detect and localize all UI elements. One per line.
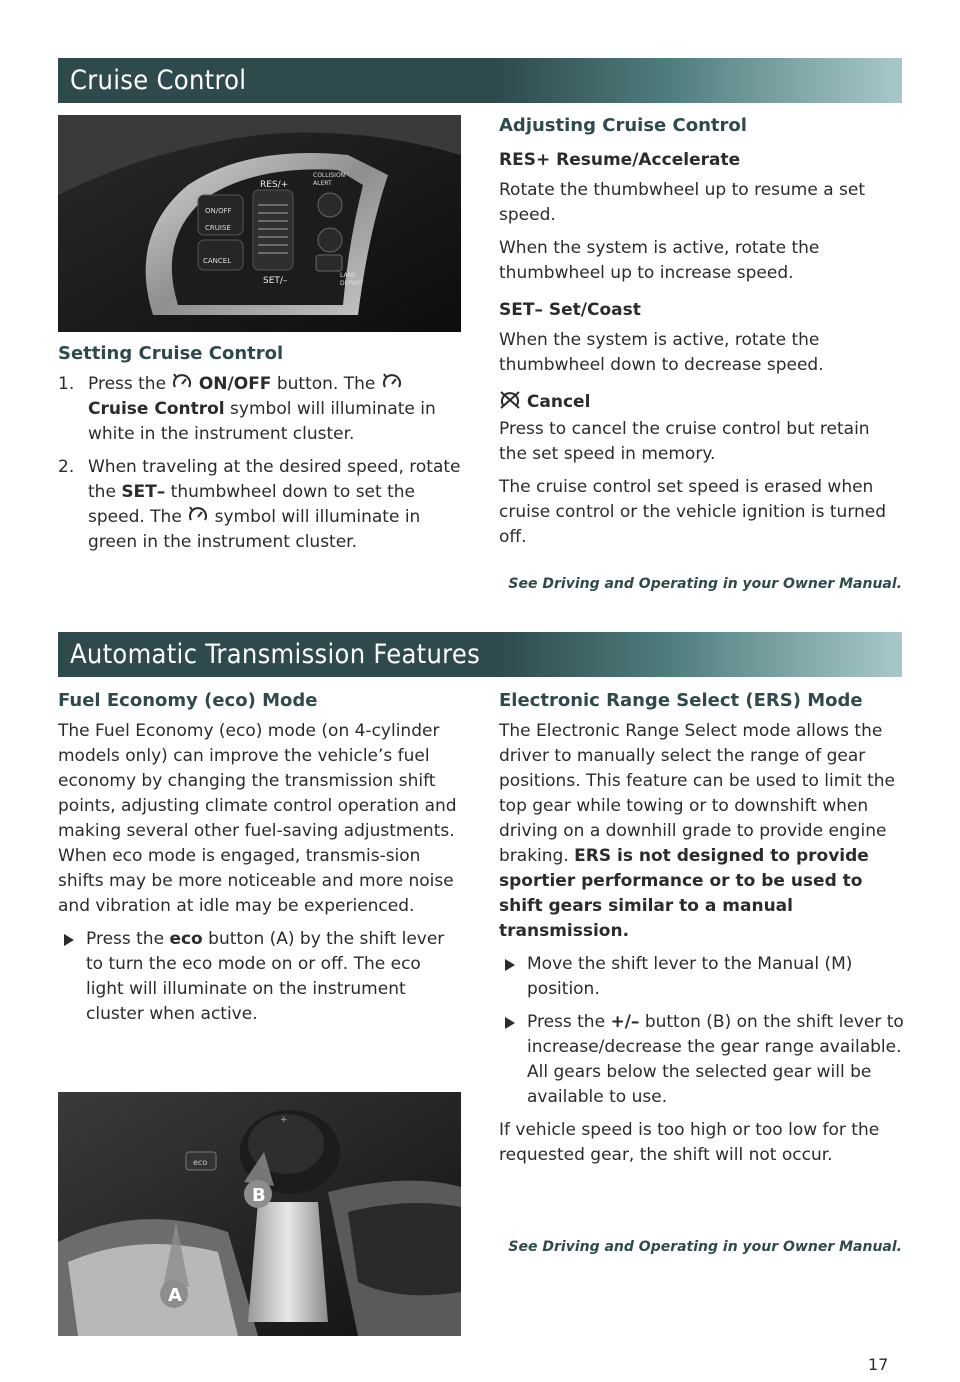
cruise-control-icon [381,372,403,392]
label-a: A [168,1285,182,1306]
shift-lever-photo [58,1092,461,1336]
ers-p1: The Electronic Range Select mode allows the driver to manually select the range of gear positions. This feature can be used to limit the top gear while towing or to downshift when driving on a downhill grade to provide engine braking. ERS is not designed to provide sportier performance or to be used to shift gears similar to a manual transmission. [499,721,895,941]
bullet-arrow-icon [505,959,515,971]
res-p1: Rotate the thumbwheel up to resume a set speed. [499,180,866,225]
eco-button-label: eco [193,1158,208,1167]
transmission-title: Automatic Transmission Features [70,639,481,670]
res-label: RES/+ [260,180,289,190]
cruise-control-icon [171,372,193,392]
adjusting-cruise-section [499,113,902,558]
ers-mode-section [499,688,909,1176]
eco-heading: Fuel Economy (eco) Mode [58,690,318,711]
set-p1: When the system is active, rotate the thumbwheel down to decrease speed. [499,330,824,375]
ers-p2: If vehicle speed is too high or too low for the requested gear, the shift will not occur. [499,1120,880,1165]
onoff-label: ON/OFF [205,207,232,215]
label-b: B [252,1185,266,1206]
cancel-icon [499,390,521,410]
eco-mode-section [58,688,461,1035]
svg-text:+: + [280,1115,288,1125]
setting-step-1: 1. Press the ON/OFF button. The Cruise Control symbol will illuminate in white in the instrument cluster. [58,374,436,444]
bullet-arrow-icon [64,934,74,946]
res-p2: When the system is active, rotate the thumbwheel up to increase speed. [499,238,820,283]
cruise-control-banner [58,58,902,103]
set-label: SET/– [263,276,288,286]
adjusting-cruise-heading: Adjusting Cruise Control [499,115,747,136]
cancel-title-row [499,390,902,415]
cancel-p1: Press to cancel the cruise control but retain the set speed in memory. [499,419,870,464]
res-title: RES+ Resume/Accelerate [499,150,741,170]
cruise-label: CRUISE [205,224,231,232]
setting-step-2: 2. When traveling at the desired speed, rotate the SET– thumbwheel down to set the speed. The symbol will illuminate in green in the instrument cluster. [58,457,461,552]
steering-wheel-illustration [58,115,461,332]
collision-label-2: ALERT [313,180,332,187]
lane-label-1: LANE [340,272,356,279]
ers-bullet-1: Move the shift lever to the Manual (M) position. [499,952,909,1002]
setting-cruise-heading: Setting Cruise Control [58,343,284,364]
ers-heading: Electronic Range Select (ERS) Mode [499,690,863,711]
page-number: 17 [868,1355,889,1374]
lane-label-2: DEPART [340,280,364,287]
setting-cruise-section [58,341,461,563]
steering-wheel-controls-photo [58,115,461,332]
set-title: SET– Set/Coast [499,300,641,320]
cancel-p2: The cruise control set speed is erased when cruise control or the vehicle ignition is turned off. [499,477,887,547]
cancel-label: CANCEL [203,257,232,265]
bullet-arrow-icon [505,1017,515,1029]
transmission-banner [58,632,902,677]
setting-steps [58,372,461,555]
collision-label-1: COLLISION [313,172,346,179]
eco-p1: The Fuel Economy (eco) mode (on 4-cylinder models only) can improve the vehicle’s fuel economy by changing the transmission shift points, adjusting climate control operation and making several other fuel-saving adjustments. When eco mode is engaged, transmis-sion shifts may be more noticeable and more noise and vibration at idle may be experienced. [58,721,457,916]
transmission-see-manual: See Driving and Operating in your Owner Manual. [508,1239,902,1255]
eco-bullet: Press the eco button (A) by the shift lever to turn the eco mode on or off. The eco light will illuminate on the instrument cluster when active. [58,927,461,1027]
cruise-control-icon [187,505,209,525]
cruise-see-manual: See Driving and Operating in your Owner Manual. [508,576,902,592]
cancel-title: Cancel [526,392,591,412]
cruise-control-title: Cruise Control [70,65,247,96]
ers-bullet-2: Press the +/– button (B) on the shift lever to increase/decrease the gear range available. All gears below the selected gear will be available to use. [499,1010,909,1110]
shift-lever-illustration [58,1092,461,1336]
